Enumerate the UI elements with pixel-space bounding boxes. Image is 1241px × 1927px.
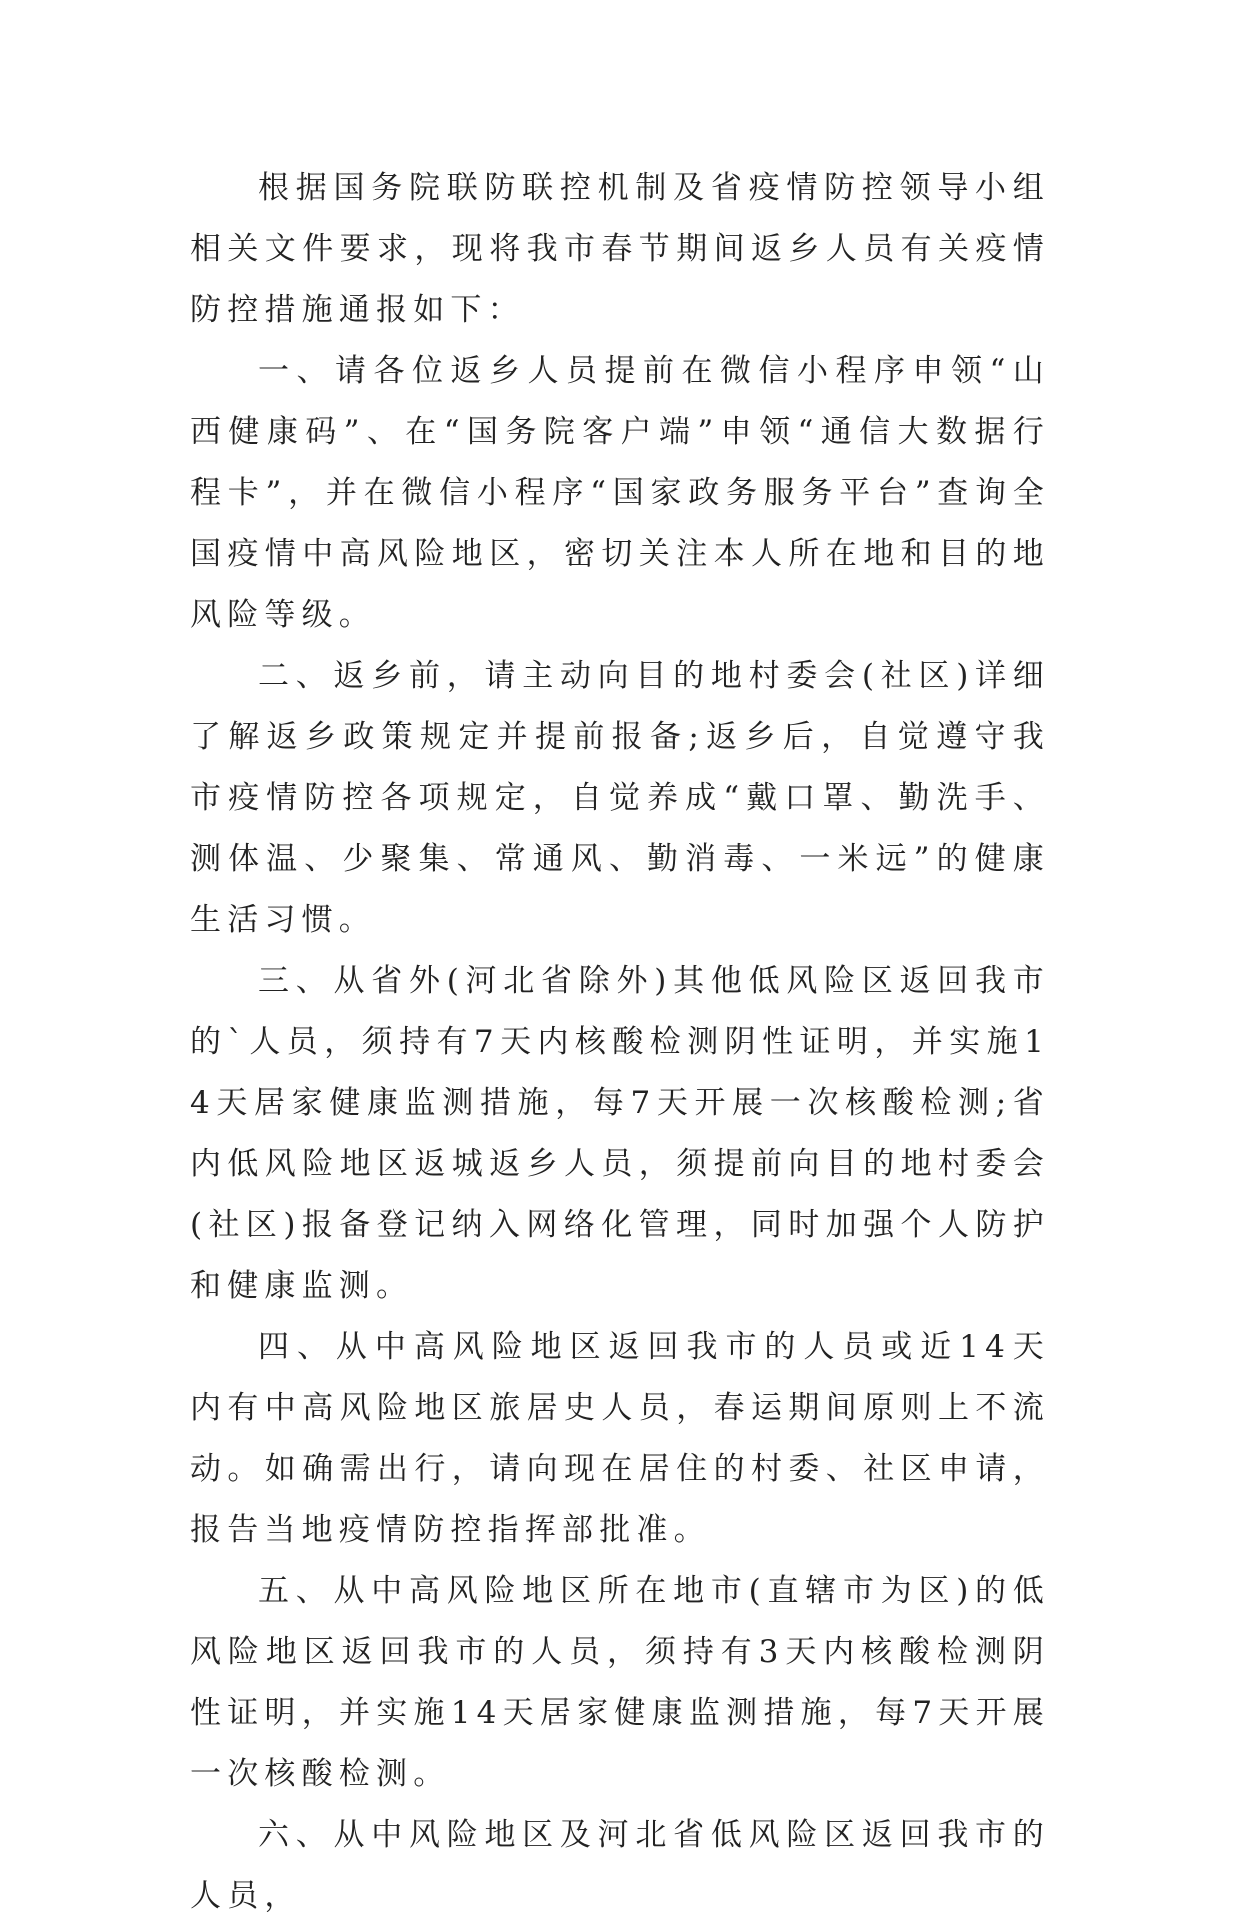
paragraph-item-2: 二、返乡前，请主动向目的地村委会(社区)详细了解返乡政策规定并提前报备;返乡后，自觉遵守我市疫情防控各项规定，自觉养成“戴口罩、勤洗手、测体温、少聚集、常通风、勤消毒、一米远”的健康生活习惯。 [190,658,1050,938]
document-body [190,158,1050,1927]
paragraph-item-4: 四、从中高风险地区返回我市的人员或近14天内有中高风险地区旅居史人员，春运期间原则上不流动。如确需出行，请向现在居住的村委、社区申请，报告当地疫情防控指挥部批准。 [190,1329,1050,1548]
paragraph-intro: 根据国务院联防联控机制及省疫情防控领导小组相关文件要求，现将我市春节期间返乡人员有关疫情防控措施通报如下： [190,170,1050,328]
paragraph-item-5: 五、从中高风险地区所在地市(直辖市为区)的低风险地区返回我市的人员，须持有3天内核酸检测阴性证明，并实施14天居家健康监测措施，每7天开展一次核酸检测。 [190,1573,1050,1792]
paragraph-item-1: 一、请各位返乡人员提前在微信小程序申领“山西健康码”、在“国务院客户端”申领“通信大数据行程卡”，并在微信小程序“国家政务服务平台”查询全国疫情中高风险地区，密切关注本人所在地和目的地风险等级。 [190,353,1050,633]
paragraph-item-3: 三、从省外(河北省除外)其他低风险区返回我市的`人员，须持有7天内核酸检测阴性证明，并实施14天居家健康监测措施，每7天开展一次核酸检测;省内低风险地区返城返乡人员，须提前向目的地村委会(社区)报备登记纳入网络化管理，同时加强个人防护和健康监测。 [190,963,1050,1304]
paragraph-item-6: 六、从中风险地区及河北省低风险区返回我市的人员， [190,1817,1050,1914]
